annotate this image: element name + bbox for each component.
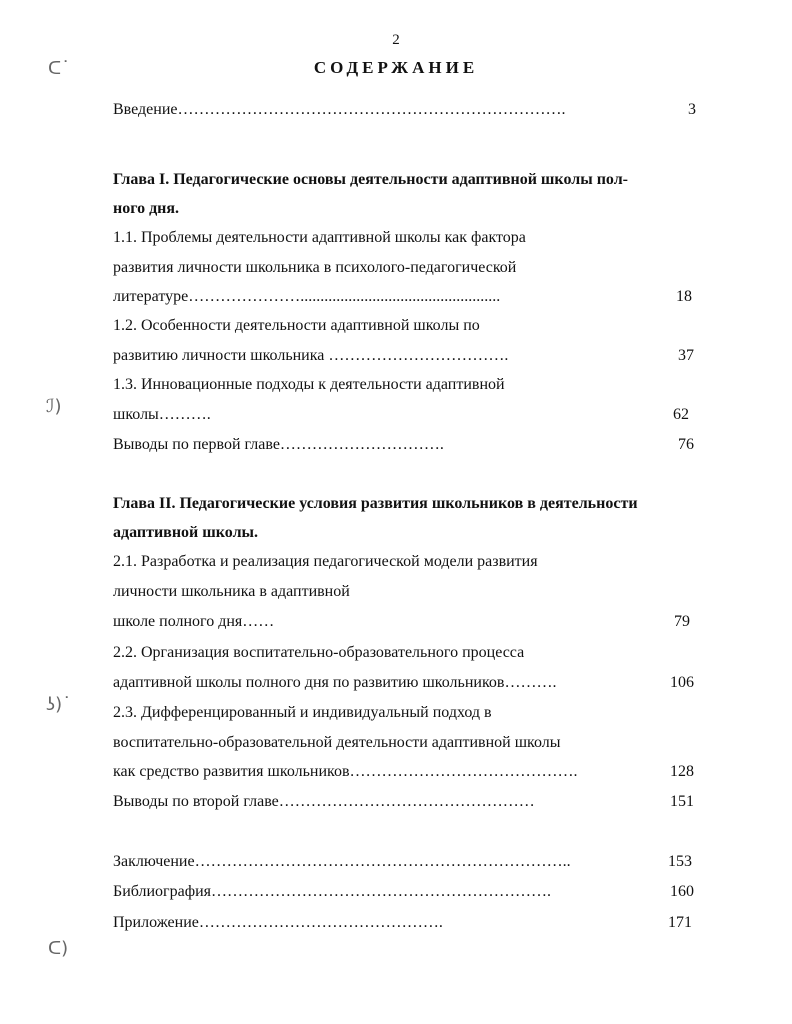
margin-mark-4: ᑕ) — [48, 938, 69, 959]
toc-bibliography-page: 160 — [670, 883, 694, 900]
toc-conclusion[interactable]: Заключение…………………………………………………………….. — [113, 853, 571, 870]
toc-section-2-2[interactable]: 2.2. Организация воспитательно-образовательного процесса — [113, 644, 525, 661]
toc-appendix-page: 171 — [668, 914, 692, 931]
toc-section-2-3-cont2: как средство развития школьников……………………………………. — [113, 763, 578, 780]
toc-chapter-1-conclusions[interactable]: Выводы по первой главе…………………………. — [113, 436, 444, 453]
chapter-1-heading-cont: ного дня. — [113, 200, 180, 217]
toc-intro-page: 3 — [688, 101, 696, 118]
margin-mark-1: ᑕ˙ — [48, 58, 71, 79]
toc-section-2-3-page: 128 — [670, 763, 694, 780]
toc-bibliography[interactable]: Библиография………………………………………………………. — [113, 883, 551, 900]
toc-appendix[interactable]: Приложение………………………………………. — [113, 914, 443, 931]
page-number: 2 — [392, 32, 400, 48]
chapter-1-heading: Глава I. Педагогические основы деятельности адаптивной школы пол- — [113, 171, 629, 188]
toc-section-1-1-cont: развития личности школьника в психолого-педагогической — [113, 259, 517, 276]
toc-section-1-1-cont2: литературе………………….................................................. — [113, 288, 501, 305]
toc-section-1-3-page: 62 — [673, 406, 689, 423]
margin-mark-2: ℐ) — [46, 396, 62, 417]
toc-section-2-3[interactable]: 2.3. Дифференцированный и индивидуальный подход в — [113, 704, 492, 721]
page-title: СОДЕРЖАНИЕ — [313, 58, 479, 77]
toc-intro[interactable]: Введение………………………………………………………………. — [113, 101, 566, 118]
toc-section-1-1-page: 18 — [676, 288, 692, 305]
chapter-2-heading-cont: адаптивной школы. — [113, 524, 259, 541]
toc-chapter-2-conclusions[interactable]: Выводы по второй главе………………………………………… — [113, 793, 535, 810]
margin-mark-3: ʖ)˙ — [46, 694, 72, 715]
toc-chapter-2-conclusions-page: 151 — [670, 793, 694, 810]
toc-section-1-2[interactable]: 1.2. Особенности деятельности адаптивной школы по — [113, 317, 480, 334]
toc-conclusion-page: 153 — [668, 853, 692, 870]
chapter-2-heading: Глава II. Педагогические условия развития школьников в деятельности — [113, 495, 638, 512]
toc-section-1-2-page: 37 — [678, 347, 694, 364]
toc-section-1-3-cont: школы………. — [113, 406, 211, 423]
toc-section-1-1[interactable]: 1.1. Проблемы деятельности адаптивной школы как фактора — [113, 229, 526, 246]
toc-section-2-1-cont: личности школьника в адаптивной — [113, 583, 350, 600]
toc-section-2-3-cont: воспитательно-образовательной деятельности адаптивной школы — [113, 734, 561, 751]
toc-chapter-1-conclusions-page: 76 — [678, 436, 694, 453]
toc-section-2-1[interactable]: 2.1. Разработка и реализация педагогической модели развития — [113, 553, 538, 570]
toc-section-2-2-cont: адаптивной школы полного дня по развитию школьников………. — [113, 674, 557, 691]
toc-section-2-1-page: 79 — [674, 613, 690, 630]
toc-section-2-1-cont2: школе полного дня…… — [113, 613, 275, 630]
toc-section-1-2-cont: развитию личности школьника ……………………………. — [113, 347, 509, 364]
toc-section-2-2-page: 106 — [670, 674, 694, 691]
toc-section-1-3[interactable]: 1.3. Инновационные подходы к деятельности адаптивной — [113, 376, 505, 393]
